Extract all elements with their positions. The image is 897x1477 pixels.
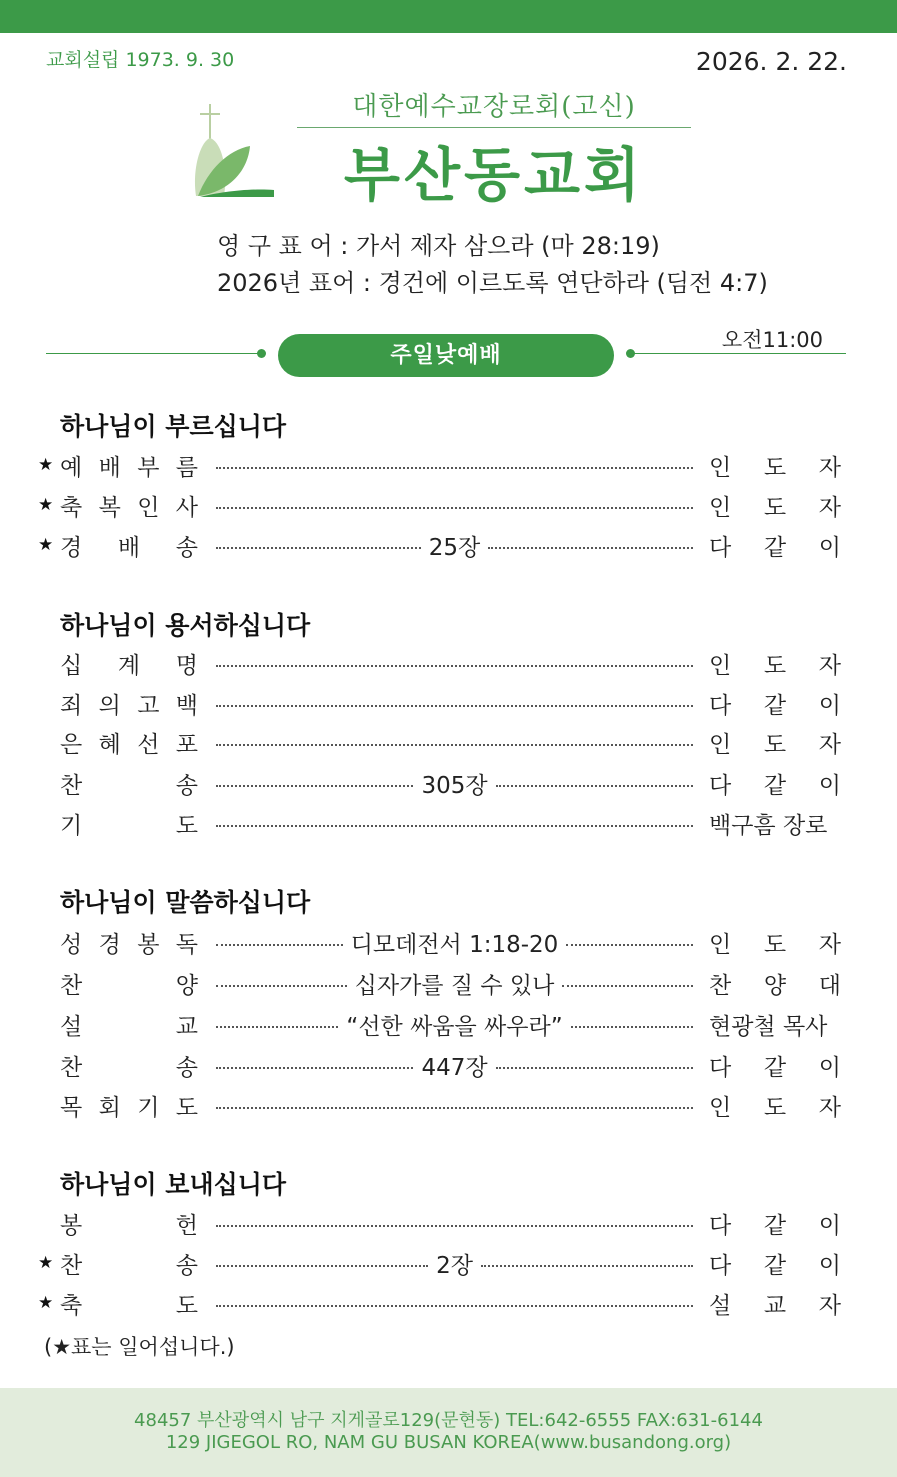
leader-dots: [216, 744, 693, 746]
worship-leader-text: 인: [709, 494, 732, 521]
worship-item-char: 기: [137, 1094, 160, 1121]
section-title: 하나님이 부르십니다: [60, 412, 287, 441]
worship-item-char: 찬: [60, 1252, 83, 1279]
worship-leader: [709, 1049, 841, 1082]
worship-item-char: 독: [175, 931, 198, 958]
worship-leader-text: 자: [818, 454, 841, 481]
worship-leader-text: 같: [763, 534, 787, 561]
worship-leader-text: 인: [709, 1094, 732, 1121]
worship-row: [38, 1048, 841, 1082]
leader-dots: [216, 785, 413, 787]
leader-dots: [566, 944, 693, 946]
top-color-bar: [0, 0, 897, 33]
mottos: [217, 228, 768, 302]
worship-leader-text: 다: [709, 1212, 732, 1239]
worship-leader: [709, 1247, 841, 1280]
worship-item-char: 목: [60, 1094, 83, 1121]
worship-item: [60, 1089, 198, 1122]
worship-item-char: 찬: [60, 772, 83, 799]
worship-leader-text: 찬: [709, 972, 732, 999]
worship-leader-text: 도: [763, 731, 787, 758]
worship-leader-text: 자: [818, 652, 841, 679]
worship-row: [38, 488, 841, 522]
church-logo-icon: [190, 100, 280, 202]
worship-leader-text: 인: [709, 731, 732, 758]
worship-item-char: 봉: [137, 931, 160, 958]
worship-item-char: 설: [60, 1013, 83, 1040]
divider-dot-left: [257, 349, 266, 358]
worship-item: [60, 726, 198, 759]
worship-leader-text: 인: [709, 931, 732, 958]
worship-leader-text: 현광철 목사: [709, 1013, 828, 1040]
worship-item-char: 송: [175, 534, 198, 561]
dot-leader: [216, 966, 693, 1000]
worship-item-char: 봉: [60, 1212, 83, 1239]
star-icon: ★: [38, 495, 54, 515]
worship-item: [60, 1008, 198, 1041]
worship-item-char: 명: [175, 652, 198, 679]
worship-item-char: 교: [175, 1013, 198, 1040]
leader-dots: [216, 1026, 338, 1028]
worship-leader-text: 도: [763, 454, 787, 481]
worship-item-char: 혜: [98, 731, 121, 758]
worship-leader-text: 자: [818, 731, 841, 758]
dot-leader: [216, 686, 693, 720]
leader-dots: [216, 705, 693, 707]
worship-item-char: 부: [137, 454, 160, 481]
worship-item: [60, 529, 198, 562]
worship-leader: [709, 529, 841, 562]
worship-leader-text: 다: [709, 772, 732, 799]
worship-detail: “선한 싸움을 싸우라”: [346, 1013, 563, 1040]
star-icon: ★: [38, 1253, 54, 1273]
worship-leader: [709, 1287, 841, 1320]
leader-dots: [216, 1107, 693, 1109]
address-korean: 48457 부산광역시 남구 지게골로129(문현동) TEL:642-6555 FAX:631-6144: [134, 1410, 763, 1431]
leader-dots: [216, 1067, 413, 1069]
worship-leader-text: 자: [818, 1094, 841, 1121]
dot-leader: [216, 1286, 693, 1320]
worship-leader-text: 같: [763, 1054, 787, 1081]
leader-dots: [562, 985, 693, 987]
worship-leader-text: 이: [818, 1252, 841, 1279]
worship-leader-text: 도: [763, 1094, 787, 1121]
worship-row: [38, 1286, 841, 1320]
worship-item-char: 름: [175, 454, 198, 481]
dot-leader: [216, 448, 693, 482]
worship-item-char: 경: [60, 534, 83, 561]
worship-row: [38, 686, 841, 720]
worship-item-char: 배: [117, 534, 141, 561]
worship-item-char: 은: [60, 731, 83, 758]
worship-leader-text: 도: [763, 494, 787, 521]
worship-item: [60, 1207, 198, 1240]
worship-leader-text: 도: [763, 652, 787, 679]
dot-leader: [216, 488, 693, 522]
worship-row: [38, 1246, 841, 1280]
worship-leader-text: 이: [818, 692, 841, 719]
dot-leader: [216, 1007, 693, 1041]
worship-item-char: 경: [98, 931, 121, 958]
leader-dots: [216, 1305, 693, 1307]
worship-item: [60, 489, 198, 522]
leader-dots: [488, 547, 693, 549]
leader-dots: [216, 825, 693, 827]
worship-item: [60, 807, 198, 840]
worship-leader-text: 설: [709, 1292, 732, 1319]
worship-item-char: 도: [175, 1292, 198, 1319]
leader-dots: [496, 785, 693, 787]
dot-leader: [216, 1048, 693, 1082]
worship-leader-text: 이: [818, 1054, 841, 1081]
standing-note: (★표는 일어섭니다.): [44, 1335, 235, 1359]
worship-item: [60, 1287, 198, 1320]
section-title: 하나님이 말씀하십니다: [60, 888, 311, 917]
worship-leader-text: 자: [818, 931, 841, 958]
worship-leader: [709, 767, 841, 800]
worship-item-char: 도: [175, 812, 198, 839]
worship-item-char: 십: [60, 652, 83, 679]
worship-leader: [709, 967, 841, 1000]
worship-leader-text: 같: [763, 1212, 787, 1239]
worship-leader: [709, 647, 841, 680]
worship-item-char: 죄: [60, 692, 83, 719]
worship-item: [60, 687, 198, 720]
worship-leader: [709, 1207, 841, 1240]
worship-item: [60, 449, 198, 482]
leader-dots: [216, 467, 693, 469]
worship-detail: 디모데전서 1:18-20: [350, 931, 559, 958]
worship-item-char: 송: [175, 1054, 198, 1081]
dot-leader: [216, 925, 693, 959]
worship-item-char: 축: [60, 494, 83, 521]
worship-detail: 25장: [428, 534, 481, 561]
motto-year: 2026년 표어 : 경건에 이르도록 연단하라 (딤전 4:7): [217, 269, 768, 297]
worship-item-char: 사: [175, 494, 198, 521]
worship-leader-text: 같: [763, 772, 787, 799]
worship-item: [60, 967, 198, 1000]
worship-item: [60, 1247, 198, 1280]
worship-row: [38, 1206, 841, 1240]
worship-item-char: 인: [137, 494, 160, 521]
service-title: 주일낮예배: [278, 334, 614, 377]
service-time: 오전11:00: [721, 328, 823, 352]
worship-item-char: 성: [60, 931, 83, 958]
worship-detail: 십자가를 질 수 있나: [354, 972, 555, 999]
motto-eternal: 영 구 표 어 : 가서 제자 삼으라 (마 28:19): [217, 232, 660, 260]
worship-item-char: 백: [175, 692, 198, 719]
denomination-name: 대한예수교장로회(고신): [352, 92, 636, 122]
worship-item: [60, 926, 198, 959]
worship-leader-text: 자: [818, 1292, 841, 1319]
worship-row: [38, 806, 841, 840]
worship-item-char: 배: [98, 454, 121, 481]
leader-dots: [481, 1265, 693, 1267]
worship-leader-text: 다: [709, 1252, 732, 1279]
section-title: 하나님이 용서하십니다: [60, 611, 311, 640]
worship-item-char: 기: [60, 812, 83, 839]
worship-item-char: 복: [98, 494, 121, 521]
dot-leader: [216, 1088, 693, 1122]
worship-leader-text: 같: [763, 1252, 787, 1279]
dot-leader: [216, 1206, 693, 1240]
worship-leader: [709, 449, 841, 482]
worship-item: [60, 1049, 198, 1082]
leader-dots: [216, 1225, 693, 1227]
dot-leader: [216, 1246, 693, 1280]
leader-dots: [216, 985, 347, 987]
worship-leader-text: 인: [709, 652, 732, 679]
dot-leader: [216, 806, 693, 840]
worship-leader-text: 백구흠 장로: [709, 812, 828, 839]
worship-item-char: 송: [175, 1252, 198, 1279]
worship-leader: [709, 489, 841, 522]
worship-item: [60, 647, 198, 680]
worship-row: [38, 646, 841, 680]
worship-leader-text: 인: [709, 454, 732, 481]
dot-leader: [216, 766, 693, 800]
worship-leader-text: 대: [818, 972, 841, 999]
bulletin-date: 2026. 2. 22.: [695, 47, 847, 76]
worship-row: [38, 448, 841, 482]
leader-dots: [496, 1067, 693, 1069]
section-title: 하나님이 보내십니다: [60, 1170, 287, 1199]
worship-leader: [709, 687, 841, 720]
leader-dots: [216, 944, 343, 946]
church-name: 부산동교회: [343, 141, 645, 209]
worship-leader-text: 양: [763, 972, 787, 999]
worship-item-char: 계: [117, 652, 141, 679]
star-icon: ★: [38, 1293, 54, 1313]
worship-item-char: 고: [137, 692, 160, 719]
worship-item-char: 송: [175, 772, 198, 799]
founded-date: 교회설립 1973. 9. 30: [46, 49, 235, 71]
worship-leader-text: 이: [818, 534, 841, 561]
worship-leader-text: 이: [818, 772, 841, 799]
worship-leader-text: 다: [709, 1054, 732, 1081]
worship-item-char: 선: [137, 731, 160, 758]
leader-dots: [216, 665, 693, 667]
leader-dots: [216, 1265, 428, 1267]
worship-leader-text: 도: [763, 931, 787, 958]
worship-detail: 2장: [436, 1252, 473, 1279]
worship-leader-text: 같: [763, 692, 787, 719]
worship-item-char: 찬: [60, 972, 83, 999]
star-icon: ★: [38, 535, 54, 555]
worship-leader: [709, 1089, 841, 1122]
worship-leader-text: 이: [818, 1212, 841, 1239]
worship-item-char: 도: [175, 1094, 198, 1121]
leader-dots: [571, 1026, 693, 1028]
worship-row: [38, 1007, 841, 1041]
worship-item-char: 의: [98, 692, 121, 719]
worship-leader-text: 교: [763, 1292, 787, 1319]
worship-row: [38, 766, 841, 800]
worship-row: [38, 925, 841, 959]
dot-leader: [216, 725, 693, 759]
dot-leader: [216, 528, 693, 562]
worship-detail: 305장: [421, 772, 488, 799]
worship-leader: [709, 807, 841, 840]
worship-item: [60, 767, 198, 800]
worship-item-char: 회: [98, 1094, 121, 1121]
worship-detail: 447장: [421, 1054, 488, 1081]
star-icon: ★: [38, 455, 54, 475]
worship-item-char: 포: [175, 731, 198, 758]
worship-row: [38, 1088, 841, 1122]
worship-leader: [709, 1008, 841, 1041]
worship-leader: [709, 926, 841, 959]
worship-leader-text: 다: [709, 534, 732, 561]
worship-item-char: 축: [60, 1292, 83, 1319]
dot-leader: [216, 646, 693, 680]
leader-dots: [216, 507, 693, 509]
leader-dots: [216, 547, 421, 549]
worship-item-char: 예: [60, 454, 83, 481]
worship-row: [38, 966, 841, 1000]
worship-item-char: 찬: [60, 1054, 83, 1081]
worship-leader: [709, 726, 841, 759]
worship-item-char: 헌: [175, 1212, 198, 1239]
worship-row: [38, 528, 841, 562]
worship-item-char: 양: [175, 972, 198, 999]
worship-row: [38, 725, 841, 759]
worship-leader-text: 자: [818, 494, 841, 521]
worship-leader-text: 다: [709, 692, 732, 719]
divider-left: [46, 353, 262, 354]
address-english: 129 JIGEGOL RO, NAM GU BUSAN KOREA(www.busandong.org): [165, 1432, 732, 1453]
